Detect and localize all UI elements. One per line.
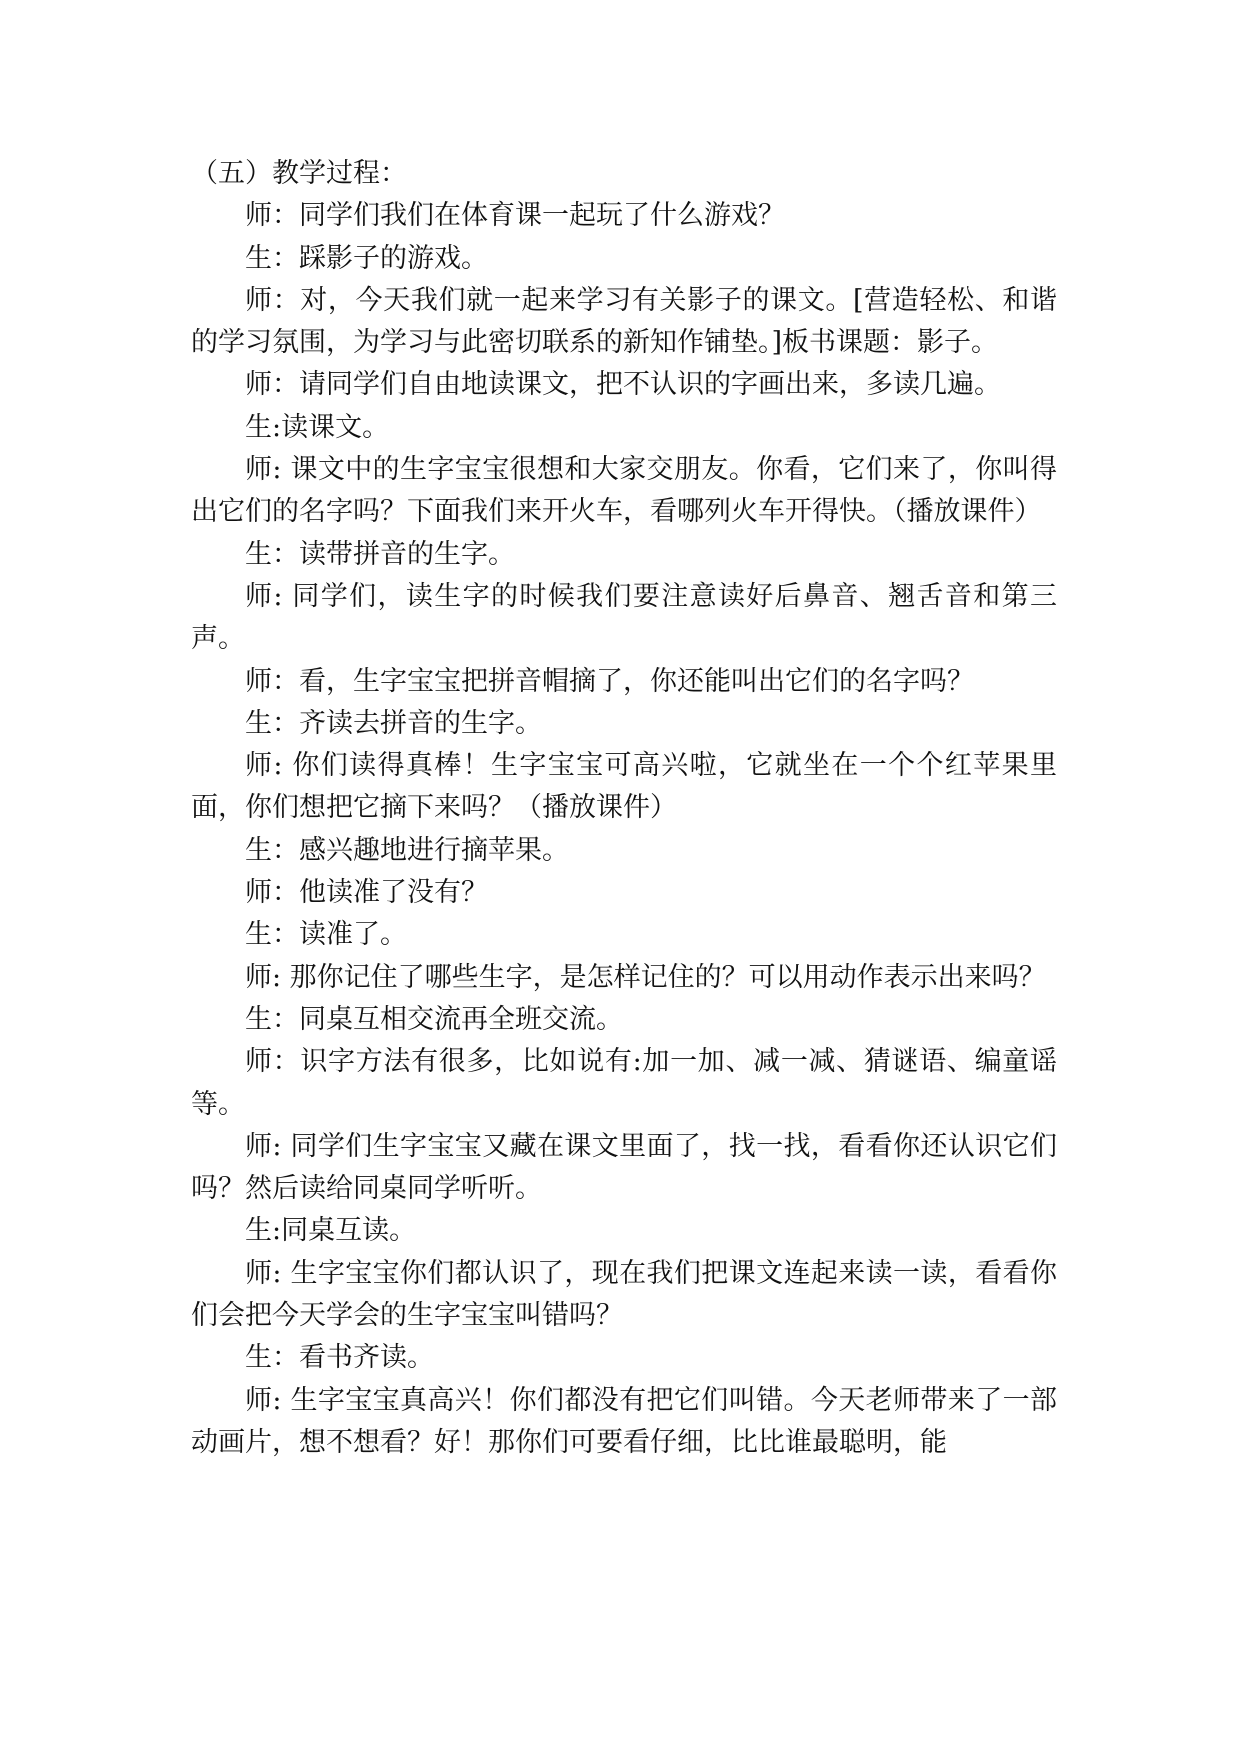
dialogue-paragraph: 师：请同学们自由地读课文，把不认识的字画出来，多读几遍。	[245, 369, 1001, 401]
dialogue-paragraph: 生：读准了。	[245, 919, 407, 951]
dialogue-paragraph: 师：他读准了没有？	[245, 877, 488, 909]
section-heading: （五）教学过程：	[191, 158, 407, 189]
dialogue-paragraph: 生：踩影子的游戏。	[245, 242, 488, 274]
dialogue-paragraph: 生:读课文。	[245, 411, 390, 443]
dialogue-paragraph: 生：感兴趣地进行摘苹果。	[245, 834, 569, 866]
dialogue-paragraph: 师：对，今天我们就一起来学习有关影子的课文。[营造轻松、和谐的学习氛围，为学习与此密切联系的新知作铺垫。]板书课题：影子。	[191, 284, 1057, 359]
dialogue-paragraph: 师: 生字宝宝你们都认识了，现在我们把课文连起来读一读，看看你们会把今天学会的生字宝宝叫错吗？	[191, 1257, 1057, 1332]
dialogue-paragraph: 师: 那你记住了哪些生字，是怎样记住的？可以用动作表示出来吗？	[245, 961, 1046, 993]
dialogue-paragraph: 师：看，生字宝宝把拼音帽摘了，你还能叫出它们的名字吗？	[245, 665, 974, 697]
dialogue-paragraph: 师: 课文中的生字宝宝很想和大家交朋友。你看，它们来了，你叫得出它们的名字吗？下面我们来开火车，看哪列火车开得快。（播放课件）	[191, 454, 1057, 528]
dialogue-paragraph: 生:同桌互读。	[245, 1215, 417, 1247]
lesson-text	[191, 153, 1057, 1464]
dialogue-paragraph: 生：看书齐读。	[245, 1342, 434, 1374]
dialogue-paragraph: 生：同桌互相交流再全班交流。	[245, 1003, 623, 1035]
dialogue-paragraph: 师：识字方法有很多，比如说有:加一加、减一减、猜谜语、编童谣等。	[191, 1046, 1057, 1120]
dialogue-paragraph: 师: 同学们生字宝宝又藏在课文里面了，找一找，看看你还认识它们吗？然后读给同桌同学听听。	[191, 1130, 1057, 1205]
dialogue-paragraph: 生：齐读去拼音的生字。	[245, 707, 542, 739]
dialogue-paragraph: 师: 你们读得真棒！生字宝宝可高兴啦，它就坐在一个个红苹果里面，你们想把它摘下来吗？（播放课件）	[191, 750, 1057, 824]
dialogue-paragraph: 师: 生字宝宝真高兴！你们都没有把它们叫错。今天老师带来了一部动画片，想不想看？好！那你们可要看仔细，比比谁最聪明，能	[191, 1384, 1057, 1458]
dialogue-paragraph: 师：同学们我们在体育课一起玩了什么游戏？	[245, 200, 785, 232]
dialogue-paragraph: 师: 同学们，读生字的时候我们要注意读好后鼻音、翘舌音和第三声。	[191, 580, 1057, 655]
dialogue-paragraph: 生：读带拼音的生字。	[245, 538, 515, 570]
